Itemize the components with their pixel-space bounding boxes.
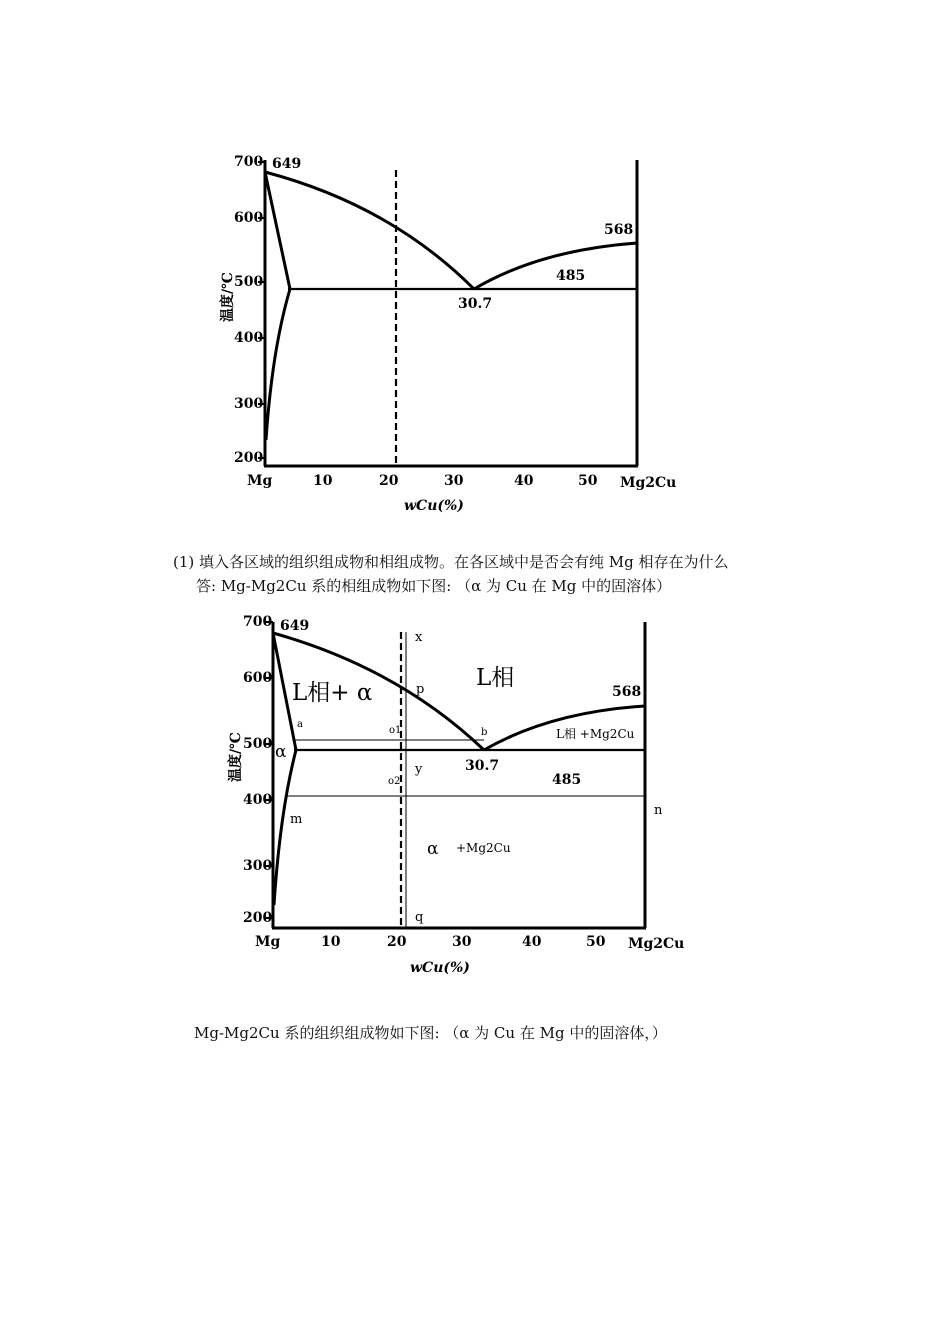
x-tick: Mg2Cu: [628, 936, 685, 952]
y-tick: 500: [234, 274, 264, 290]
phase-diagram-2: [0, 600, 950, 990]
y-tick: 700: [243, 614, 273, 630]
y-tick: 200: [234, 450, 264, 466]
x-tick: 30: [444, 473, 464, 489]
y-axis-label: 温度/℃: [228, 732, 244, 782]
phase-diagram-1: [0, 0, 950, 540]
x-tick: 10: [313, 473, 333, 489]
region-liquid: L相: [476, 665, 515, 691]
annot-485: 485: [552, 772, 582, 788]
solvus: [274, 750, 296, 905]
y-tick: 300: [234, 396, 264, 412]
x-tick: Mg2Cu: [620, 475, 677, 491]
annot-30-7: 30.7: [465, 758, 500, 774]
solvus: [266, 289, 290, 440]
y-tick: 200: [243, 910, 273, 926]
point-m-label: m: [290, 812, 303, 827]
x-tick: Mg: [247, 473, 273, 489]
x-tick: Mg: [255, 934, 281, 950]
question-line-1: (1) 填入各区域的组织组成物和相组成物。在各区域中是否会有纯 Mg 相存在为什么: [173, 553, 729, 571]
y-tick: 400: [234, 330, 264, 346]
point-o1-label: o1: [389, 725, 402, 736]
y-tick: 600: [234, 210, 264, 226]
y-tick: 600: [243, 670, 273, 686]
x-axis-label: wCu(%): [410, 960, 470, 976]
point-o2-label: o2: [388, 776, 401, 787]
bottom-caption: Mg-Mg2Cu 系的组织组成物如下图: （α 为 Cu 在 Mg 中的固溶体，）: [194, 1024, 667, 1042]
region-alpha: α: [275, 742, 287, 762]
point-a-label: a: [297, 719, 303, 730]
y-tick: 300: [243, 858, 273, 874]
annot-485: 485: [556, 268, 586, 284]
annot-30-7: 30.7: [458, 296, 493, 312]
annot-568: 568: [604, 222, 634, 238]
region-liquid-mg2cu: L相 +Mg2Cu: [556, 727, 635, 741]
liquidus-left: [265, 172, 474, 289]
solidus: [265, 172, 290, 289]
x-tick: 50: [578, 473, 598, 489]
x-tick: 40: [514, 473, 534, 489]
point-q-label: q: [415, 910, 424, 925]
x-tick: 10: [321, 934, 341, 950]
x-tick: 50: [586, 934, 606, 950]
point-b-label: b: [481, 727, 488, 738]
x-tick: 20: [387, 934, 407, 950]
y-tick: 500: [243, 736, 273, 752]
x-axis-label: wCu(%): [404, 498, 464, 514]
region-liquid-alpha: L相+ α: [292, 680, 373, 706]
y-tick: 400: [243, 792, 273, 808]
point-p-label: p: [416, 682, 425, 697]
x-tick: 20: [379, 473, 399, 489]
annot-649: 649: [272, 156, 302, 172]
annot-649: 649: [280, 618, 310, 634]
point-x-label: x: [415, 630, 423, 645]
x-tick: 30: [452, 934, 472, 950]
point-n-label: n: [654, 803, 663, 818]
answer-line: 答: Mg-Mg2Cu 系的相组成物如下图: （α 为 Cu 在 Mg 中的固溶体）: [196, 577, 672, 595]
y-axis-label: 温度/℃: [220, 272, 236, 322]
y-tick: 700: [234, 154, 264, 170]
region-alpha-mg2cu-text: +Mg2Cu: [456, 841, 511, 855]
point-y-label: y: [415, 762, 423, 777]
x-tick: 40: [522, 934, 542, 950]
region-alpha-mg2cu-symbol: α: [427, 839, 439, 859]
annot-568: 568: [612, 684, 642, 700]
